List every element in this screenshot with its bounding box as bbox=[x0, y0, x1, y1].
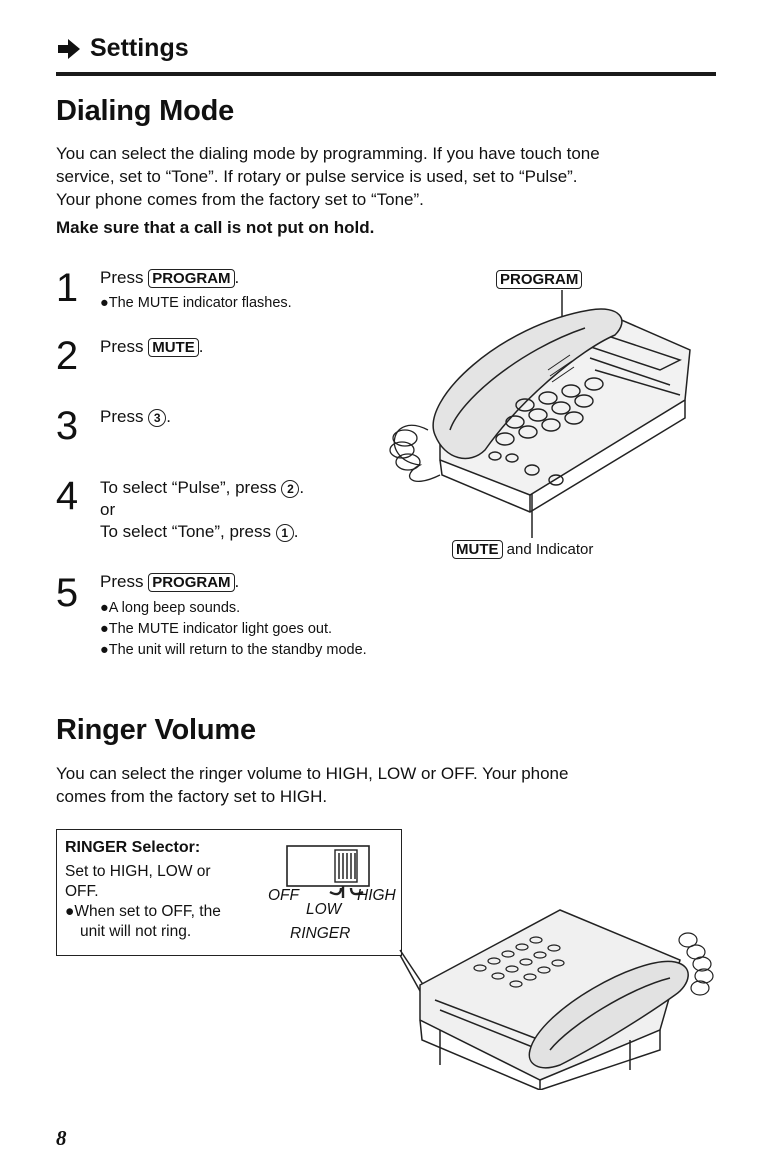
key-1: 1 bbox=[276, 524, 294, 542]
ringer-box-title: RINGER Selector: bbox=[65, 839, 201, 856]
header-title: Settings bbox=[90, 34, 189, 62]
intro-line: You can select the dialing mode by programming. If you have touch tone bbox=[56, 144, 600, 163]
dialing-mode-title: Dialing Mode bbox=[56, 95, 235, 127]
mute-key: MUTE bbox=[148, 338, 199, 357]
box-line: ●When set to OFF, the bbox=[65, 903, 221, 920]
box-line: unit will not ring. bbox=[80, 923, 192, 940]
step-5-text bbox=[100, 571, 239, 593]
step-text: . bbox=[234, 572, 240, 591]
program-key: PROGRAM bbox=[148, 573, 234, 592]
program-key-label: PROGRAM bbox=[496, 270, 582, 289]
box-line: Set to HIGH, LOW or bbox=[65, 863, 211, 880]
ringer-high-label: HIGH bbox=[357, 887, 396, 904]
ringer-off-label: OFF bbox=[268, 887, 299, 904]
step-4-text bbox=[100, 477, 304, 543]
step-1-text bbox=[100, 267, 239, 289]
hold-warning: Make sure that a call is not put on hold. bbox=[56, 218, 375, 237]
program-callout bbox=[496, 270, 582, 289]
ringer-box-text bbox=[65, 862, 221, 942]
step-text: To select “Pulse”, press bbox=[100, 478, 277, 497]
mute-callout bbox=[452, 540, 593, 559]
page-number: 8 bbox=[56, 1126, 67, 1150]
step-text: . bbox=[234, 268, 240, 287]
box-line: OFF. bbox=[65, 883, 99, 900]
note-line: ●A long beep sounds. bbox=[100, 600, 241, 616]
step-number: 1 bbox=[55, 266, 79, 310]
step-number: 2 bbox=[55, 334, 79, 378]
step-text: . bbox=[198, 337, 204, 356]
step-text: . bbox=[166, 407, 171, 426]
note-line: ●The MUTE indicator light goes out. bbox=[100, 621, 332, 637]
step-number: 5 bbox=[55, 571, 79, 615]
key-3: 3 bbox=[148, 409, 166, 427]
step-text: Press bbox=[100, 268, 144, 287]
ringer-low-label: LOW bbox=[306, 901, 342, 918]
header-rule bbox=[56, 72, 716, 76]
intro-line: comes from the factory set to HIGH. bbox=[56, 787, 328, 806]
ringer-volume-title: Ringer Volume bbox=[56, 714, 256, 746]
key-2: 2 bbox=[281, 480, 299, 498]
step-or: or bbox=[100, 500, 116, 519]
intro-line: service, set to “Tone”. If rotary or pulse service is used, set to “Pulse”. bbox=[56, 167, 578, 186]
mute-key-label: MUTE bbox=[452, 540, 503, 559]
step-text: . bbox=[299, 478, 305, 497]
intro-line: Your phone comes from the factory set to “Tone”. bbox=[56, 190, 424, 209]
step-number: 3 bbox=[55, 404, 79, 448]
step-text: Press bbox=[100, 337, 144, 356]
step-1-note: ●The MUTE indicator flashes. bbox=[100, 295, 292, 311]
ringer-intro bbox=[56, 762, 716, 808]
section-header bbox=[56, 34, 189, 63]
arrow-icon bbox=[56, 38, 82, 60]
note-line: ●The unit will return to the standby mode. bbox=[100, 642, 367, 658]
step-text: Press bbox=[100, 572, 144, 591]
step-text: . bbox=[293, 522, 299, 541]
step-text: Press bbox=[100, 407, 144, 426]
ringer-label: RINGER bbox=[290, 925, 351, 942]
intro-line: You can select the ringer volume to HIGH, LOW or OFF. Your phone bbox=[56, 764, 569, 783]
step-5-notes bbox=[100, 598, 367, 661]
mute-callout-text: and Indicator bbox=[506, 541, 594, 558]
ringer-selector-box bbox=[56, 829, 402, 956]
step-3-text bbox=[100, 406, 171, 428]
telephone-side-illustration bbox=[390, 900, 720, 1090]
dialing-intro bbox=[56, 142, 716, 211]
step-number: 4 bbox=[55, 474, 79, 518]
step-2-text bbox=[100, 336, 203, 358]
telephone-illustration bbox=[380, 290, 720, 550]
program-key: PROGRAM bbox=[148, 269, 234, 288]
step-text: To select “Tone”, press bbox=[100, 522, 272, 541]
